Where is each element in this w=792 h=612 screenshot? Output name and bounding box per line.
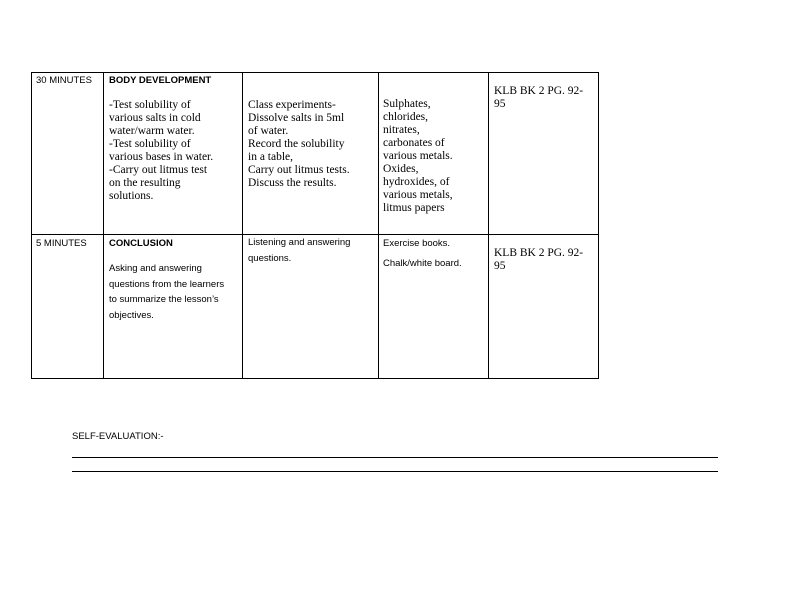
self-evaluation-label: SELF-EVALUATION:- bbox=[72, 431, 164, 442]
lesson-plan-table bbox=[31, 72, 599, 379]
stage-cell bbox=[104, 73, 243, 235]
stage-text: -Test solubility of various salts in cold water/warm water. -Test solubility of various bases in water. -Carry out litmus test on the resulting solutions. bbox=[109, 99, 214, 202]
resources-text: Sulphates, chlorides, nitrates, carbonates of various metals. Oxides, hydroxides, of various metals, litmus papers bbox=[383, 98, 453, 214]
time-label: 5 MINUTES bbox=[36, 238, 87, 249]
answer-line bbox=[72, 457, 718, 458]
stage-heading: BODY DEVELOPMENT bbox=[109, 75, 212, 86]
activities-text: Listening and answering questions. bbox=[248, 237, 351, 264]
reference-text: KLB BK 2 PG. 92- 95 bbox=[494, 85, 584, 110]
time-label: 30 MINUTES bbox=[36, 75, 92, 86]
activities-cell bbox=[243, 235, 379, 379]
reference-cell bbox=[489, 235, 599, 379]
activities-text: Class experiments- Dissolve salts in 5ml of water. Record the solubility in a table, Carry out litmus tests. Discuss the results. bbox=[248, 99, 350, 189]
resources-cell bbox=[379, 235, 489, 379]
time-cell bbox=[32, 235, 104, 379]
stage-heading: CONCLUSION bbox=[109, 238, 173, 249]
time-cell bbox=[32, 73, 104, 235]
activities-cell bbox=[243, 73, 379, 235]
resources-text-1: Exercise books. bbox=[383, 238, 451, 249]
stage-cell bbox=[104, 235, 243, 379]
resources-cell bbox=[379, 73, 489, 235]
stage-text: Asking and answering questions from the learners to summarize the lesson’s objectives. bbox=[109, 263, 225, 321]
table-row bbox=[32, 235, 599, 379]
reference-cell bbox=[489, 73, 599, 235]
answer-line bbox=[72, 471, 718, 472]
table-row bbox=[32, 73, 599, 235]
resources-text-2: Chalk/white board. bbox=[383, 258, 462, 269]
reference-text: KLB BK 2 PG. 92- 95 bbox=[494, 247, 584, 272]
